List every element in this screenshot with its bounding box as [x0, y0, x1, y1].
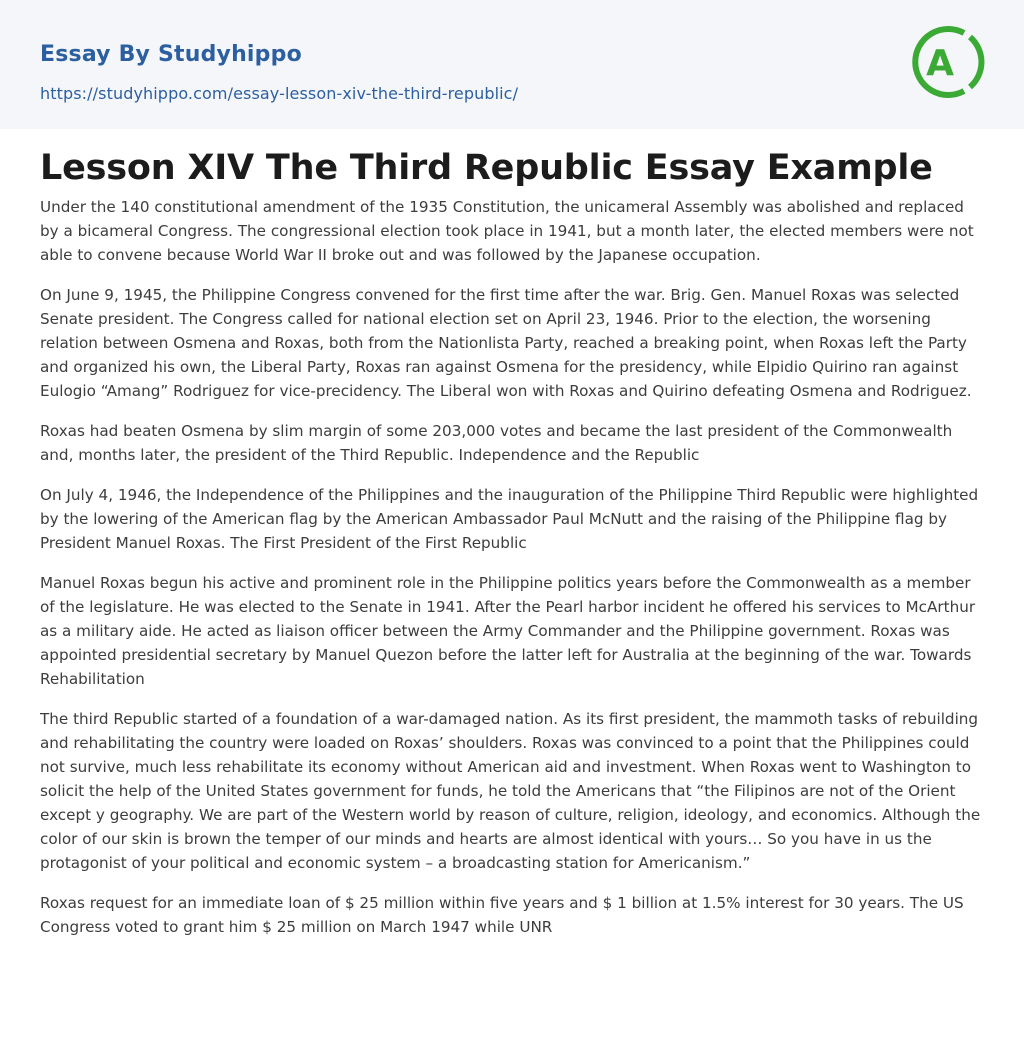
- article-paragraph: Under the 140 constitutional amendment of the 1935 Constitution, the unicameral Assembly was abolished and replaced by a bicameral Congress. The congressional election took place in 1941, but a month later, the elected members were not able to convene because World War II broke out and was followed by the Japanese occupation.: [40, 198, 974, 264]
- page-url-link[interactable]: https://studyhippo.com/essay-lesson-xiv-the-third-republic/: [40, 84, 519, 103]
- logo-letter: A: [926, 43, 954, 84]
- site-title[interactable]: Essay By Studyhippo: [40, 42, 302, 67]
- article-paragraph: On July 4, 1946, the Independence of the Philippines and the inauguration of the Philippine Third Republic were highlighted by the lowering of the American flag by the American Ambassador Paul McNutt and the raising of the Philippine flag by President Manuel Roxas. The First President of the First Republic: [40, 486, 979, 552]
- article-title: Lesson XIV The Third Republic Essay Example: [40, 148, 933, 188]
- article-paragraph: The third Republic started of a foundation of a war-damaged nation. As its first president, the mammoth tasks of rebuilding and rehabilitating the country were loaded on Roxas’ shoulders. Roxas was convinced to a point that the Philippines could not survive, much less rehabilitate its economy without American aid and investment. When Roxas went to Washington to solicit the help of the United States government for funds, he told the Americans that “the Filipinos are not of the Orient except y geography. We are part of the Western world by reason of culture, religion, ideology, and economics. Although the color of our skin is brown the temper of our minds and hearts are almost identical with yours… So you have in us the protagonist of your political and economic system – a broadcasting station for Americanism.”: [40, 710, 981, 872]
- article-paragraph: On June 9, 1945, the Philippine Congress convened for the first time after the war. Brig. Gen. Manuel Roxas was selected Senate president. The Congress called for national election set on April 23, 1946. Prior to the election, the worsening relation between Osmena and Roxas, both from the Nationlista Party, reached a breaking point, when Roxas left the Party and organized his own, the Liberal Party, Roxas ran against Osmena for the presidency, while Elpidio Quirino ran against Eulogio “Amang” Rodriguez for vice-precidency. The Liberal won with Roxas and Quirino defeating Osmena and Rodriguez.: [40, 286, 972, 400]
- article: [0, 129, 1024, 939]
- studyhippo-logo-icon[interactable]: [912, 20, 986, 104]
- article-paragraph: Roxas had beaten Osmena by slim margin of some 203,000 votes and became the last president of the Commonwealth and, months later, the president of the Third Republic. Independence and the Republic: [40, 422, 953, 464]
- site-header: [0, 0, 1024, 129]
- article-paragraph: Manuel Roxas begun his active and prominent role in the Philippine politics years before the Commonwealth as a member of the legislature. He was elected to the Senate in 1941. After the Pearl harbor incident he offered his services to McArthur as a military aide. He acted as liaison officer between the Army Commander and the Philippine government. Roxas was appointed presidential secretary by Manuel Quezon before the latter left for Australia at the beginning of the war. Towards Rehabilitation: [40, 574, 976, 688]
- article-paragraph: Roxas request for an immediate loan of $ 25 million within five years and $ 1 billion at 1.5% interest for 30 years. The US Congress voted to grant him $ 25 million on March 1947 while UNR: [40, 894, 964, 936]
